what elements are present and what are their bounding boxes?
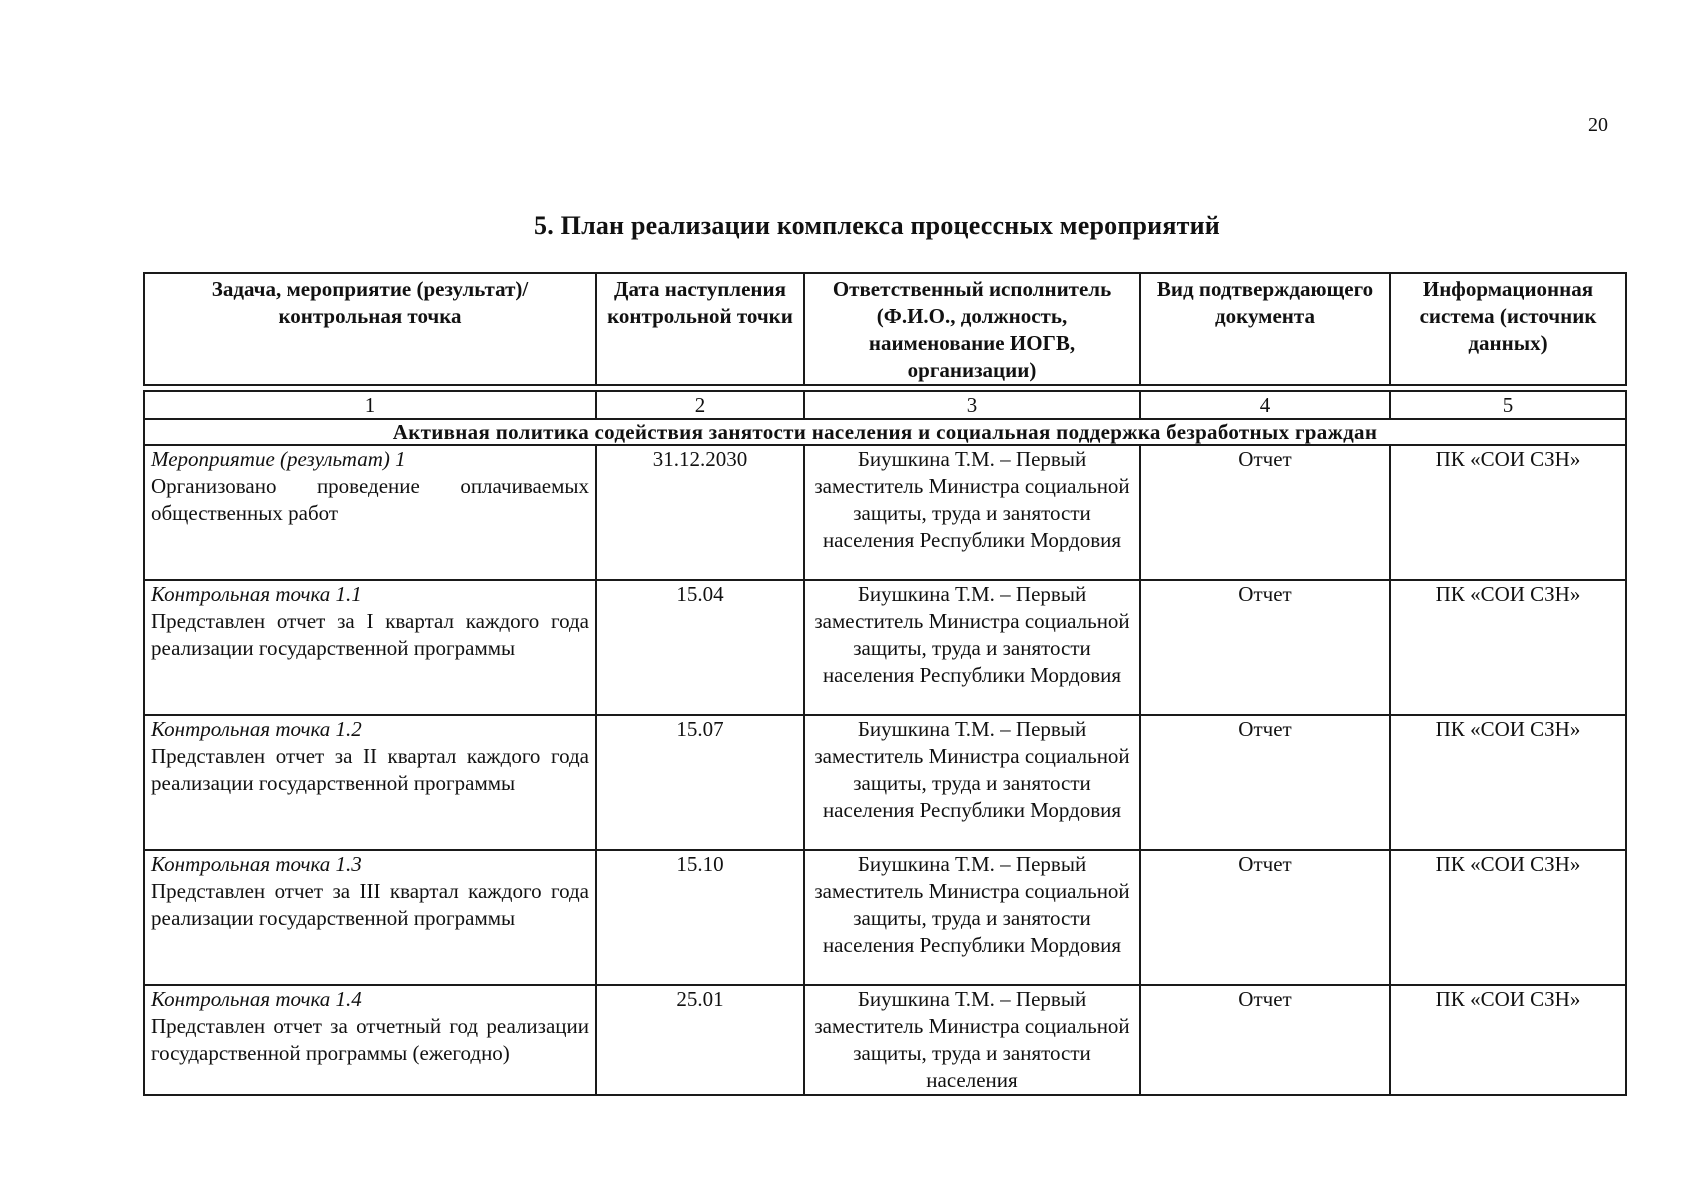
task-cell (144, 580, 596, 715)
responsible-cell: Биушкина Т.М. – Первый заместитель Министра социальной защиты, труда и занятости населения Республики Мордовия (804, 850, 1140, 985)
date-cell: 15.04 (596, 580, 804, 715)
task-kind: Контрольная точка 1.2 (151, 717, 362, 741)
date-cell: 15.07 (596, 715, 804, 850)
task-description: Представлен отчет за II квартал каждого года реализации государственной программы (151, 744, 589, 795)
section-row (144, 419, 1626, 445)
column-number: 5 (1390, 391, 1626, 419)
section-title: Активная политика содействия занятости населения и социальная поддержка безработных граждан (144, 419, 1626, 445)
document-cell: Отчет (1140, 445, 1390, 580)
column-number: 2 (596, 391, 804, 419)
header-responsible: Ответственный исполнитель (Ф.И.О., должность, наименование ИОГВ, организации) (804, 273, 1140, 385)
header-document: Вид подтверждающего документа (1140, 273, 1390, 385)
table-row (144, 985, 1626, 1095)
responsible-cell: Биушкина Т.М. – Первый заместитель Министра социальной защиты, труда и занятости населения Республики Мордовия (804, 715, 1140, 850)
document-cell: Отчет (1140, 715, 1390, 850)
page-number: 20 (1588, 114, 1608, 136)
date-cell: 15.10 (596, 850, 804, 985)
column-number-row (144, 391, 1626, 419)
task-description: Представлен отчет за I квартал каждого года реализации государственной программы (151, 609, 589, 660)
document-cell: Отчет (1140, 850, 1390, 985)
table-row (144, 445, 1626, 580)
document-cell: Отчет (1140, 985, 1390, 1095)
system-cell: ПК «СОИ СЗН» (1390, 580, 1626, 715)
column-number: 3 (804, 391, 1140, 419)
system-cell: ПК «СОИ СЗН» (1390, 715, 1626, 850)
header-system: Информационная система (источник данных) (1390, 273, 1626, 385)
page-title: 5. План реализации комплекса процессных мероприятий (534, 211, 1220, 240)
task-cell (144, 985, 596, 1095)
system-cell: ПК «СОИ СЗН» (1390, 445, 1626, 580)
task-description: Организовано проведение оплачиваемых общественных работ (151, 474, 589, 525)
task-kind: Мероприятие (результат) 1 (151, 447, 406, 471)
responsible-cell: Биушкина Т.М. – Первый заместитель Министра социальной защиты, труда и занятости населения Республики Мордовия (804, 445, 1140, 580)
table-header-row (144, 273, 1626, 385)
task-kind: Контрольная точка 1.1 (151, 582, 362, 606)
table-row (144, 850, 1626, 985)
table-row (144, 580, 1626, 715)
column-number: 1 (144, 391, 596, 419)
header-task: Задача, мероприятие (результат)/контрольная точка (144, 273, 596, 385)
system-cell: ПК «СОИ СЗН» (1390, 985, 1626, 1095)
plan-table (143, 272, 1627, 1096)
task-cell (144, 445, 596, 580)
task-kind: Контрольная точка 1.3 (151, 852, 362, 876)
task-description: Представлен отчет за отчетный год реализации государственной программы (ежегодно) (151, 1014, 589, 1065)
document-cell: Отчет (1140, 580, 1390, 715)
date-cell: 25.01 (596, 985, 804, 1095)
table-row (144, 715, 1626, 850)
date-cell: 31.12.2030 (596, 445, 804, 580)
task-description: Представлен отчет за III квартал каждого года реализации государственной программы (151, 879, 589, 930)
task-kind: Контрольная точка 1.4 (151, 987, 362, 1011)
column-number: 4 (1140, 391, 1390, 419)
system-cell: ПК «СОИ СЗН» (1390, 850, 1626, 985)
task-cell (144, 715, 596, 850)
responsible-cell: Биушкина Т.М. – Первый заместитель Министра социальной защиты, труда и занятости населения Республики Мордовия (804, 580, 1140, 715)
task-cell (144, 850, 596, 985)
header-date: Дата наступления контрольной точки (596, 273, 804, 385)
responsible-cell: Биушкина Т.М. – Первый заместитель Министра социальной защиты, труда и занятости населения (804, 985, 1140, 1095)
